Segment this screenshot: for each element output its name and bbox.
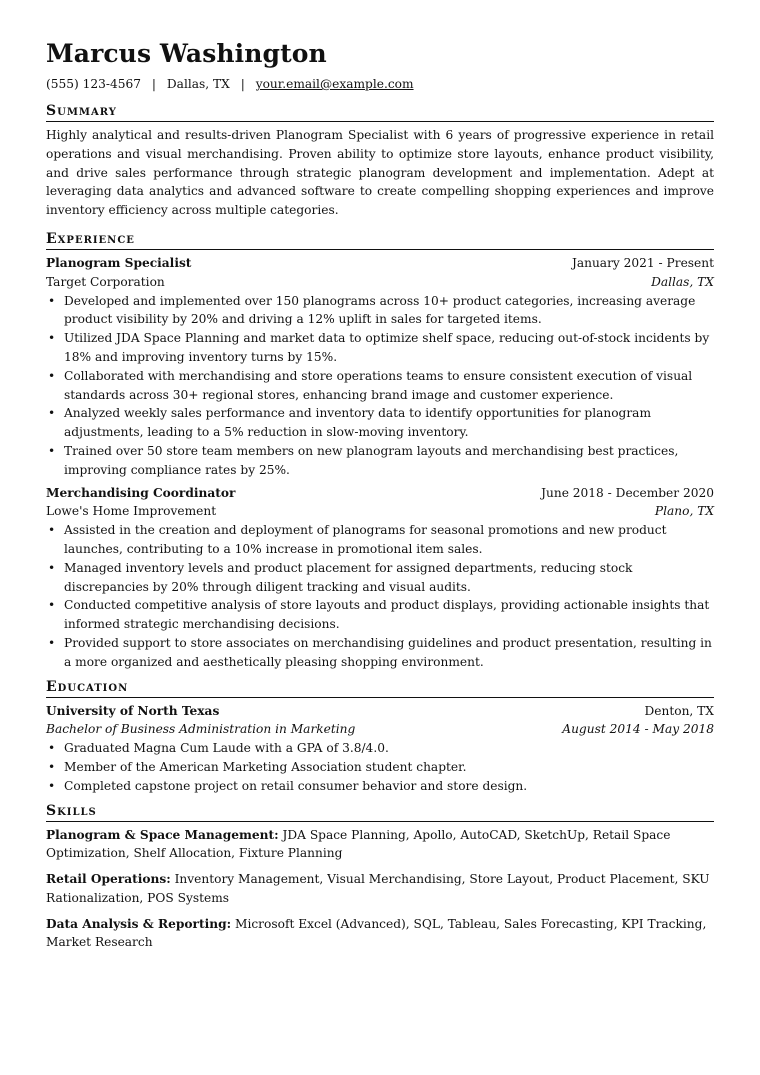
job-subheader [46, 273, 714, 292]
contact-location: Dallas, TX [166, 77, 230, 91]
job-dates: January 2021 - Present [571, 255, 714, 270]
list-item [48, 634, 714, 672]
education-subheader [46, 720, 714, 739]
education-header [46, 702, 714, 721]
education-dates: August 2014 - May 2018 [562, 722, 714, 737]
job-entry [46, 484, 714, 672]
job-dates: June 2018 - December 2020 [541, 485, 714, 500]
list-item [48, 596, 714, 634]
bullet-icon: • [48, 598, 56, 613]
section-title-summary: Summary [46, 102, 714, 122]
bullet-icon: • [48, 523, 56, 538]
section-title-education: Education [46, 678, 714, 698]
skill-entry [46, 915, 714, 953]
job-subheader [46, 502, 714, 521]
education-school: University of North Texas [46, 703, 220, 718]
contact-email-link[interactable]: your.email@example.com [255, 77, 414, 91]
list-item [48, 758, 714, 777]
skill-value: Inventory Management, Visual Merchandising, Store Layout, Product Placement, SKU Rationalization, POS Systems [46, 872, 710, 905]
bullet-icon: • [48, 741, 56, 756]
skills-section [46, 802, 714, 953]
list-item [48, 559, 714, 597]
bullet-text: Graduated Magna Cum Laude with a GPA of 3.8/4.0. [64, 741, 389, 756]
skill-value: JDA Space Planning, Apollo, AutoCAD, SketchUp, Retail Space Optimization, Shelf Allocation, Fixture Planning [46, 827, 671, 861]
bullet-text: Analyzed weekly sales performance and inventory data to identify opportunities for planogram adjustments, leading to a 5% reduction in slow-moving inventory. [64, 406, 651, 440]
list-item [48, 367, 714, 405]
section-title-skills: Skills [46, 802, 714, 822]
education-degree: Bachelor of Business Administration in Marketing [46, 722, 356, 737]
bullet-icon: • [48, 368, 56, 383]
bullet-icon: • [48, 331, 56, 346]
bullet-text: Trained over 50 store team members on new planogram layouts and merchandising best practices, improving compliance rates by 25%. [64, 443, 679, 477]
job-entry [46, 254, 714, 480]
list-item [48, 739, 714, 758]
bullet-icon: • [48, 293, 56, 308]
bullet-text: Utilized JDA Space Planning and market data to optimize shelf space, reducing out-of-stock incidents by 18% and improving inventory turns by 15%. [64, 331, 710, 364]
bullet-text: Completed capstone project on retail consumer behavior and store design. [64, 778, 528, 793]
job-header [46, 484, 714, 503]
job-company: Lowe's Home Improvement [46, 504, 217, 519]
education-location: Denton, TX [644, 703, 714, 718]
bullet-text: Member of the American Marketing Association student chapter. [64, 759, 467, 774]
education-section [46, 678, 714, 796]
section-title-experience: Experience [46, 230, 714, 250]
bullet-icon: • [48, 778, 56, 793]
skill-label: Retail Operations: [46, 872, 171, 887]
experience-section [46, 230, 714, 672]
bullet-icon: • [48, 406, 56, 421]
skill-entry [46, 870, 714, 908]
contact-separator: | [151, 77, 157, 91]
job-bullet-list [46, 292, 714, 480]
skill-entry [46, 826, 714, 864]
job-bullet-list [46, 521, 714, 671]
job-location: Dallas, TX [651, 274, 714, 289]
candidate-name: Marcus Washington [46, 39, 327, 68]
bullet-icon: • [48, 560, 56, 575]
summary-text: Highly analytical and results-driven Planogram Specialist with 6 years of progressive experience in retail operations and visual merchandising. Proven ability to optimize store layouts, enhance product visibility, and drive sales performance through strategic planogram development and implementation. Adept at leveraging data analytics and advanced software to create compelling shopping experiences and improve inventory efficiency across multiple categories. [46, 128, 714, 218]
bullet-text: Collaborated with merchandising and store operations teams to ensure consistent execution of visual standards across 30+ regional stores, enhancing brand image and customer experience. [64, 368, 693, 402]
contact-phone: (555) 123-4567 [46, 77, 142, 91]
bullet-text: Developed and implemented over 150 planograms across 10+ product categories, increasing average product visibility by 20% and driving a 12% uplift in sales for targeted items. [64, 293, 696, 327]
bullet-icon: • [48, 759, 56, 774]
bullet-text: Conducted competitive analysis of store layouts and product displays, providing actionable insights that informed strategic merchandising decisions. [64, 598, 710, 632]
bullet-text: Assisted in the creation and deployment of planograms for seasonal promotions and new product launches, contributing to a 10% increase in promotional item sales. [64, 523, 667, 556]
job-company: Target Corporation [46, 274, 165, 289]
list-item [48, 442, 714, 480]
skill-value: Microsoft Excel (Advanced), SQL, Tableau, Sales Forecasting, KPI Tracking, Market Research [46, 916, 707, 950]
list-item [48, 329, 714, 367]
list-item [48, 292, 714, 330]
job-role: Merchandising Coordinator [46, 485, 236, 500]
skill-label: Data Analysis & Reporting: [46, 916, 232, 931]
list-item [48, 404, 714, 442]
bullet-text: Provided support to store associates on merchandising guidelines and product presentation, resulting in a more organized and aesthetically pleasing shopping environment. [64, 635, 712, 669]
list-item [48, 777, 714, 796]
job-header [46, 254, 714, 273]
contact-line [46, 76, 714, 92]
list-item [48, 521, 714, 559]
education-bullet-list [46, 739, 714, 795]
bullet-icon: • [48, 635, 56, 650]
bullet-icon: • [48, 443, 56, 458]
skill-label: Planogram & Space Management: [46, 827, 279, 842]
job-location: Plano, TX [654, 504, 714, 519]
contact-separator: | [240, 77, 245, 91]
summary-section [46, 102, 714, 220]
job-role: Planogram Specialist [46, 255, 192, 270]
bullet-text: Managed inventory levels and product placement for assigned departments, reducing stock discrepancies by 20% through diligent tracking and visual audits. [64, 560, 633, 594]
